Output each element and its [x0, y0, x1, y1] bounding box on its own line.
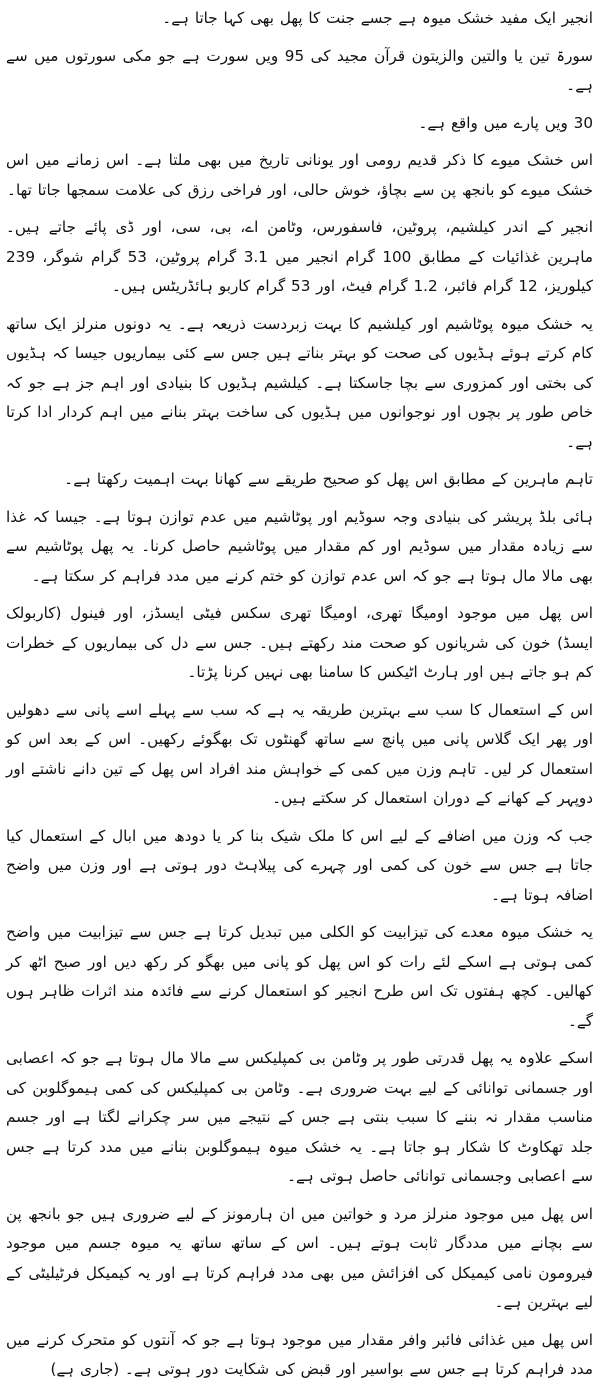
- paragraph-usage: اس کے استعمال کا سب سے بہترین طریقہ یہ ہے کہ سب سے پہلے اسے پانی سے دھولیں اور پھر ایک گلاس پانی میں پانچ سے ساتھ گھنٹوں تک بھگوئے رکھیں۔ اس کے بعد اس کو استعمال کر لیں۔ تاہم وزن میں کمی کے خواہش مند افراد اس پھل کے تین دانے ناشتے اور دوپہر کے کھانے کے دوران استعمال کر سکتے ہیں۔: [6, 700, 593, 807]
- paragraph-fertility: اس پھل میں موجود منرلز مرد و خواتین میں ان ہارمونز کے لیے ضروری ہیں جو بانجھ پن سے بچانے میں مددگار ثابت ہوتے ہیں۔ اس کے ساتھ ساتھ یہ میوہ جسم میں موجود فیرومون نامی کیمیکل کی افزائش میں بھی مدد فراہم کرتا ہے اور یہ کیمیکل فرٹیلیٹی کے لیے بہترین ہے۔: [6, 1204, 593, 1311]
- paragraph-correct-use: تاہم ماہرین کے مطابق اس پھل کو صحیح طریقے سے کھانا بہت اہمیت رکھتا ہے۔: [64, 470, 593, 488]
- paragraph-para-number: 30 ویں پارے میں واقع ہے۔: [418, 113, 593, 132]
- paragraph-fiber: اس پھل میں غذائی فائبر وافر مقدار میں موجود ہوتا ہے جو کہ آنتوں کو متحرک کرنے میں مدد فراہم کرتا ہے جس سے بواسیر اور قبض کی شکایت دور ہوتی ہے۔ (جاری ہے): [6, 1330, 593, 1378]
- paragraph-history: اس خشک میوے کا ذکر قدیم رومی اور یونانی تاریخ میں بھی ملتا ہے۔ اس زمانے میں اس خشک میوے کو بانجھ پن سے بچاؤ، خوش حالی، اور فراخی رزق کی علامت سمجھا جاتا تھا۔: [6, 151, 593, 199]
- paragraph-intro: انجیر ایک مفید خشک میوہ ہے جسے جنت کا پھل بھی کہا جاتا ہے۔: [162, 9, 593, 27]
- paragraph-weight-gain: جب کہ وزن میں اضافے کے لیے اس کا ملک شیک بنا کر یا دودھ میں ابال کے استعمال کیا جاتا ہے جس سے خون کی کمی اور چہرے کی پیلاہٹ دور ہوتی ہے اور وزن میں واضح اضافہ ہوتا ہے۔: [6, 826, 593, 904]
- paragraph-nutrition: انجیر کے اندر کیلشیم، پروٹین، فاسفورس، وٹامن اے، بی، سی، اور ڈی پائے جاتے ہیں۔ ماہرین غذائیات کے مطابق 100 گرام انجیر میں 3.1 گرام پروٹین، 53 گرام شوگر، 239 کیلوریز، 12 گرام فائبر، 1.2 گرام فیٹ، اور 53 گرام کاربو ہائڈریٹس ہیں۔: [6, 218, 593, 295]
- paragraph-surah: سورۃ تین یا والتین والزیتون قرآن مجید کی 95 ویں سورت ہے جو مکی سورتوں میں سے ہے۔: [6, 46, 594, 94]
- paragraph-acidity: یہ خشک میوہ معدے کی تیزابیت کو الکلی میں تبدیل کرتا ہے جس سے تیزابیت میں واضح کمی ہوتی ہے اسکے لئے رات کو اس پھل کو پانی میں بھگو کر رکھ دیں اور صبح اٹھ کر کھالیں۔ کچھ ہفتوں تک اس طرح انجیر کو استعمال کرنے سے فائدہ مند اثرات ظاہر ہوں گے۔: [6, 923, 593, 1030]
- paragraph-bones: یہ خشک میوہ پوٹاشیم اور کیلشیم کا بہت زبردست ذریعہ ہے۔ یہ دونوں منرلز ایک ساتھ کام کرتے ہوئے ہڈیوں کی صحت کو بہتر بناتے ہیں جس سے کئی بیماریوں جیسا کہ ہڈیوں کی بختی اور کمزوری سے بچا جاسکتا ہے۔ کیلشیم ہڈیوں کا بنیادی اور اہم جز ہے جو کہ خاص طور پر بچوں اور نوجوانوں میں ہڈیوں کی ساخت بہتر بنانے میں اہم کردار ادا کرتا ہے۔: [6, 314, 593, 451]
- paragraph-heart: اس پھل میں موجود اومیگا تھری، اومیگا تھری سکس فیٹی ایسڈز، اور فینول (کاربولک ایسڈ) خون کی شریانوں کو صحت مند رکھتے ہیں۔ جس سے دل کی بیماریوں کے خطرات کم ہو جاتے ہیں اور ہارٹ اٹیکس کا سامنا بھی نہیں کرنا پڑتا۔: [6, 604, 593, 681]
- paragraph-vitamin-b: اسکے علاوہ یہ پھل قدرتی طور پر وٹامن بی کمپلیکس سے مالا مال ہوتا ہے جو کہ اعصابی اور جسمانی توانائی کے لیے بہت ضروری ہے۔ وٹامن بی کمپلیکس کی کمی ہیموگلوبن کی مناسب مقدار نہ بننے کا سبب بنتی ہے جس کے نتیجے میں سر چکرانے لگتا ہے اور جسم جلد تھکاوٹ کا شکار ہو جاتا ہے۔ یہ خشک میوہ ہیموگلوبن بنانے میں مدد کرتا ہے جس سے اعصابی وجسمانی توانائی حاصل ہوتی ہے۔: [6, 1049, 593, 1185]
- paragraph-blood-pressure: ہائی بلڈ پریشر کی بنیادی وجہ سوڈیم اور پوٹاشیم میں عدم توازن ہوتا ہے۔ جیسا کہ غذا سے زیادہ مقدار میں سوڈیم اور کم مقدار میں پوٹاشیم حاصل کرنا۔ یہ پھل پوٹاشیم سے بھی مالا مال ہوتا ہے جو کہ اس عدم توازن کو ختم کرنے میں مدد فراہم کر سکتا ہے۔: [6, 507, 593, 585]
